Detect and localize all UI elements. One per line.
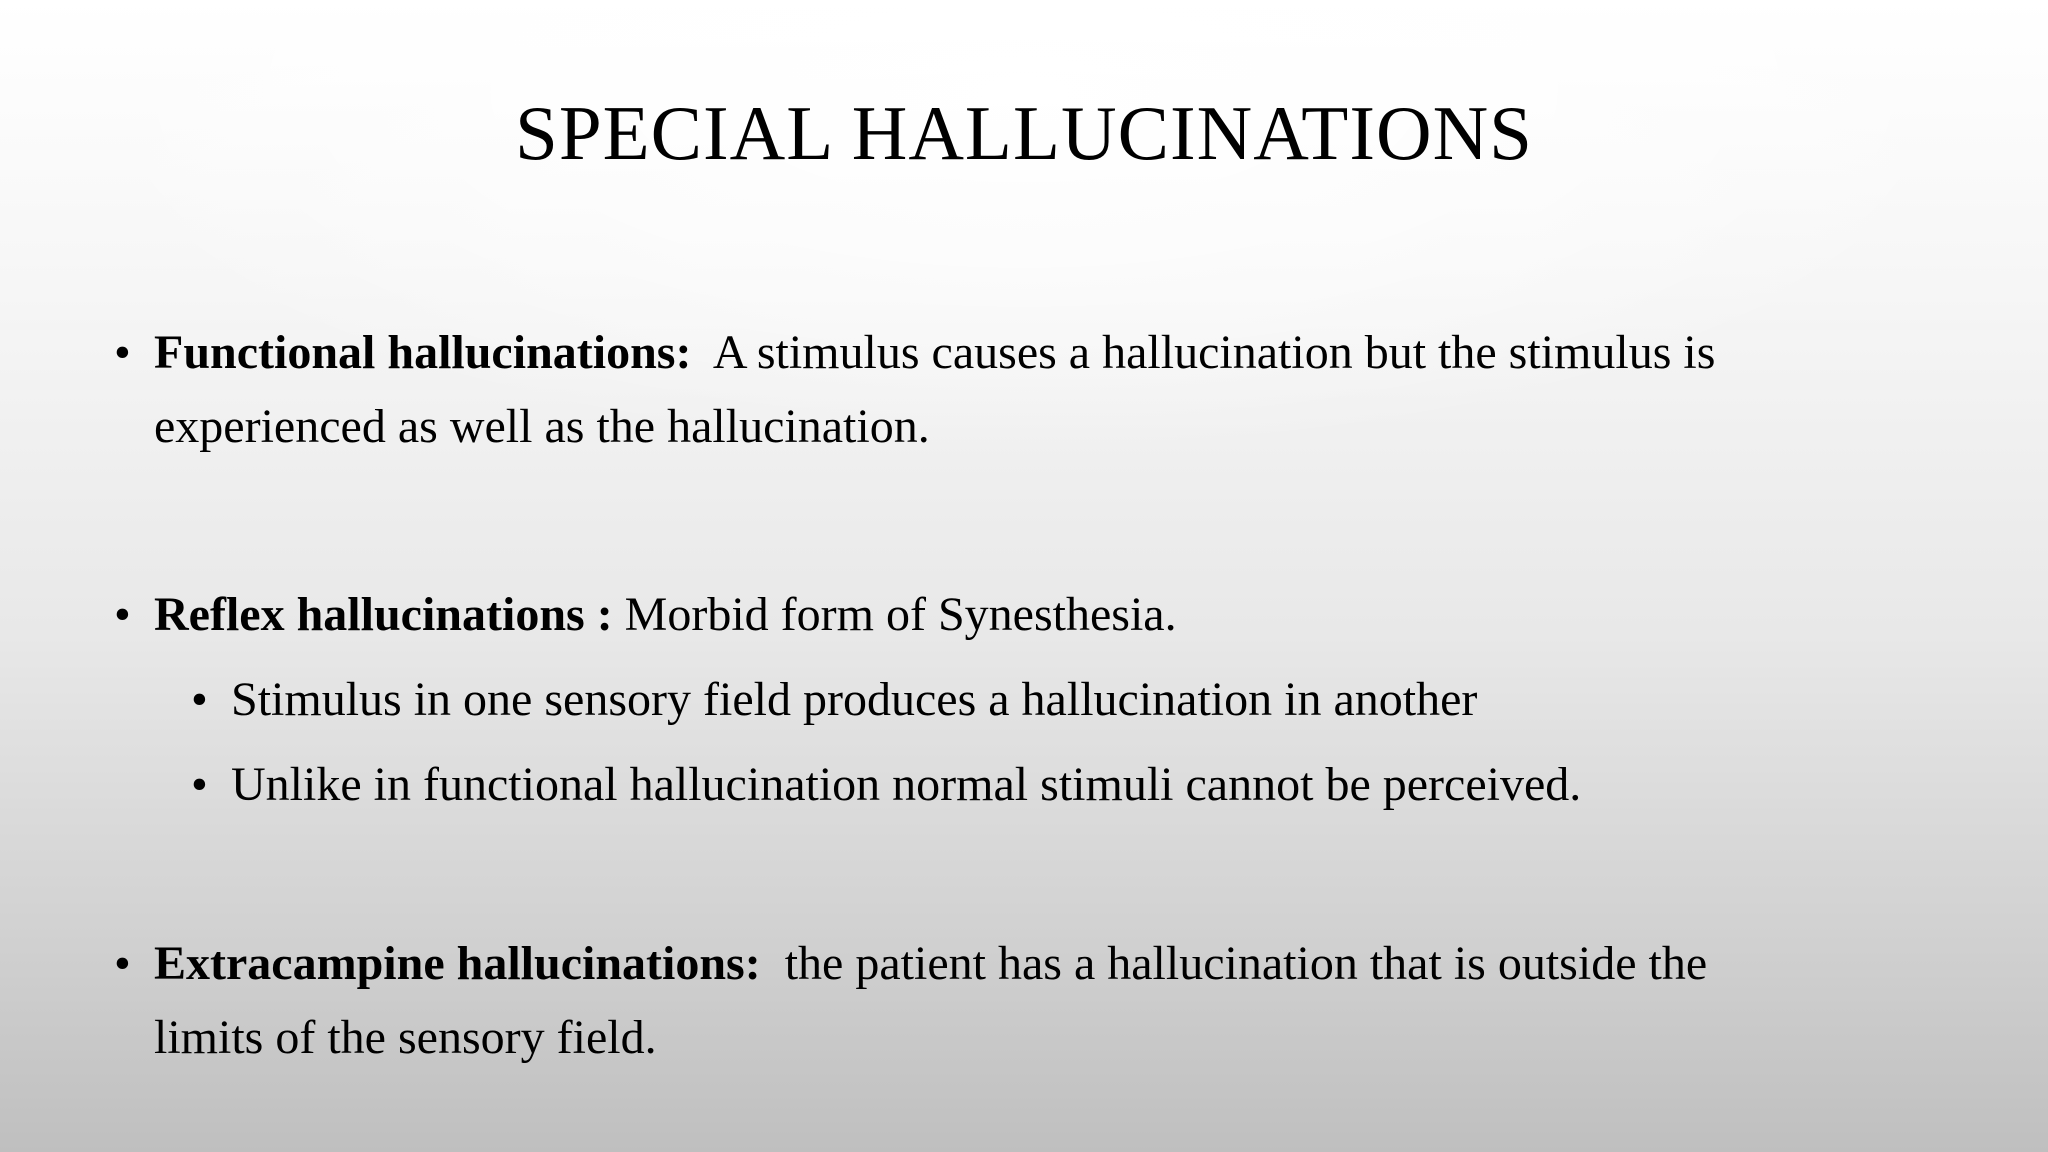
bullet-text [154,316,1914,464]
bullet-description-continued: limits of the sensory field. [154,1011,657,1064]
bullet-icon: • [114,588,131,641]
bullet-icon: • [191,758,208,811]
sub-bullet-text: Unlike in functional hallucination normal stimuli cannot be perceived. [231,758,1582,811]
bullet-icon: • [114,326,131,379]
slide-title: SPECIAL HALLUCINATIONS [515,90,1533,176]
sub-bullet-text: Stimulus in one sensory field produces a hallucination in another [231,673,1478,726]
bullet-description: A stimulus causes a hallucination but the stimulus is [712,326,1716,379]
bullet-description: the patient has a hallucination that is outside the [784,937,1708,990]
bullet-text [154,927,1914,1075]
bullet-term: Extracampine hallucinations: [154,937,761,990]
bullet-description-continued: experienced as well as the hallucination. [154,400,930,453]
bullet-term: Reflex hallucinations : [154,588,613,641]
bullet-icon: • [114,937,131,990]
bullet-text [154,578,1914,652]
bullet-description: Morbid form of Synesthesia. [624,588,1177,641]
bullet-term: Functional hallucinations: [154,326,692,379]
bullet-icon: • [191,673,208,726]
